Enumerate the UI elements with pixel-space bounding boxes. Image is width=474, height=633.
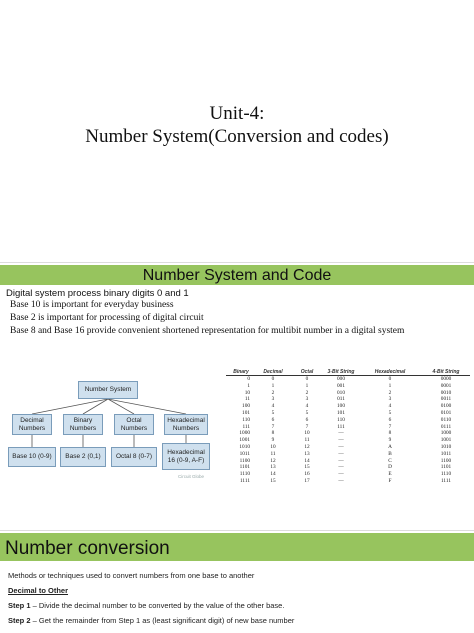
table-cell: 0101 [440,409,452,416]
step-2 [8,616,294,625]
bullet-line: Base 2 is important for processing of digital circuit [10,313,204,323]
table-cell: 2 [305,389,309,396]
col-header: Hexadecimal [358,361,422,376]
table-cell: A [388,443,392,450]
table-cell: 1010 [239,443,250,450]
table-cell: 0111 [440,423,452,430]
table-row [226,471,470,478]
table-cell: 1001 [239,437,250,444]
table-cell: 0110 [440,416,452,423]
table-cell: 1011 [440,450,452,457]
table-cell: 12 [304,443,310,450]
slide-title: Number conversion [5,538,170,559]
col-header: Octal [290,361,324,376]
table-cell: 11 [270,450,276,457]
root-box: Number System [78,381,138,399]
table-cell: 010 [337,389,345,396]
table-cell: 110 [337,416,345,423]
table-cell: E [388,471,392,478]
table-cell: 3 [305,396,309,403]
table-cell: C [388,457,392,464]
table-cell: 3 [271,396,275,403]
table-cell: 4 [271,403,275,410]
table-row [226,396,470,403]
table-cell: 5 [388,409,392,416]
table-body [226,376,470,485]
table-row [226,444,470,451]
table-cell: 1010 [440,443,452,450]
table-row [226,383,470,390]
intro-text: Methods or techniques used to convert numbers from one base to another [8,571,255,580]
table-row [226,424,470,431]
table-cell: — [338,457,344,464]
table-cell: 6 [388,416,392,423]
table-cell: 110 [242,416,250,423]
table-cell: 8 [388,430,392,437]
table-cell: 1101 [239,464,250,471]
number-conversion-slide [0,530,474,633]
title-line-1: Unit-4: [209,103,265,124]
title-bar [0,533,474,561]
title-line-2: Number System(Conversion and codes) [85,126,389,147]
table-cell: 7 [271,423,275,430]
table-cell: 0 [305,376,309,382]
table-cell: 2 [388,389,392,396]
slide-title [0,102,474,148]
table-row [226,464,470,471]
table-cell: 2 [271,389,275,396]
table-cell: 111 [337,423,345,430]
table-cell: — [338,471,344,478]
col-header: 3-Bit String [324,361,358,376]
table-cell: 1110 [239,471,250,478]
table-cell: 0011 [440,396,452,403]
type-box-binary: Binary Numbers [63,414,103,435]
table-cell: 0100 [440,403,452,410]
table-cell: 0 [271,376,275,382]
table-cell: B [388,450,392,457]
slide-title: Number System and Code [142,267,332,284]
table-cell: 0000 [440,376,452,382]
table-row [226,403,470,410]
table-cell: — [338,477,344,484]
intro-text: Digital system process binary digits 0 and 1 [6,288,189,299]
table-cell: 6 [271,416,275,423]
col-header: 4-Bit String [422,361,470,376]
table-cell: 5 [271,409,275,416]
table-row [226,417,470,424]
table-cell: 1100 [440,457,452,464]
table-cell: 9 [388,437,392,444]
table-cell: 10 [244,389,250,396]
table-cell: 1111 [440,477,451,484]
table-cell: 1011 [239,450,250,457]
table-cell: 0010 [440,389,452,396]
table-row [226,376,470,383]
table-cell: 7 [388,423,392,430]
table-cell: 1000 [440,430,452,437]
type-box-hexadecimal: Hexadecimal Numbers [164,414,208,435]
table-cell: — [338,450,344,457]
table-cell: 1111 [239,477,250,484]
table-cell: 3 [388,396,392,403]
table-cell: 5 [305,409,309,416]
table-cell: 1 [271,382,275,389]
table-cell: 1000 [239,430,250,437]
table-cell: 0 [247,376,250,382]
table-cell: 10 [304,430,310,437]
table-cell: 1 [247,382,250,389]
base-box-hexadecimal: Hexadecimal 16 (0-9, A-F) [162,443,210,470]
base-box-decimal: Base 10 (0-9) [8,447,56,467]
diagram-watermark: Circuit Globe [178,474,205,479]
table-row [226,478,470,485]
table-cell: 17 [304,477,310,484]
table-cell: 6 [305,416,309,423]
table-cell: 13 [270,464,276,471]
table-cell: 16 [304,471,310,478]
table-cell: 14 [304,457,310,464]
table-header-row [226,361,470,376]
step-1 [8,601,284,610]
table-cell: 4 [388,403,392,410]
table-cell: — [338,443,344,450]
table-cell: 111 [242,423,250,430]
table-cell: 1100 [239,457,250,464]
table-cell: 12 [270,457,276,464]
table-cell: 11 [304,437,310,444]
table-cell: 13 [304,450,310,457]
step-1-text: – Divide the decimal number to be converted by the value of the other base. [30,601,285,610]
table-cell: 10 [270,443,276,450]
table-cell: 001 [337,382,345,389]
table-cell: F [388,477,392,484]
table-row [226,451,470,458]
table-cell: — [338,437,344,444]
base-box-binary: Base 2 (0,1) [60,447,106,467]
table-cell: — [338,430,344,437]
table-cell: 11 [244,396,250,403]
table-cell: 8 [271,430,275,437]
bullet-line: Base 10 is important for everyday business [10,300,174,310]
number-conversion-table [226,361,470,485]
table-cell: 000 [337,376,345,382]
table-row [226,458,470,465]
subheading: Decimal to Other [8,586,69,595]
table-cell: 101 [242,409,250,416]
step-1-label: Step 1 [8,601,31,610]
table-row [226,437,470,444]
table-cell: 15 [270,477,276,484]
step-2-label: Step 2 [8,616,31,625]
table-cell: 101 [337,409,345,416]
table-cell: 9 [271,437,275,444]
table-row [226,430,470,437]
col-header: Binary [226,361,256,376]
number-system-slide [0,262,474,531]
table-cell: 4 [305,403,309,410]
table-cell: 0001 [440,382,452,389]
type-box-decimal: Decimal Numbers [12,414,52,435]
table-cell: 1110 [440,471,452,478]
table-row [226,390,470,397]
type-box-octal: Octal Numbers [114,414,154,435]
table-cell: 7 [305,423,309,430]
table-cell: D [388,464,392,471]
table-cell: 100 [337,403,345,410]
table-cell: 100 [242,403,250,410]
table-cell: 15 [304,464,310,471]
table-cell: 1 [388,382,392,389]
table-cell: 1001 [440,437,452,444]
bullet-line: Base 8 and Base 16 provide convenient shortened representation for multibit number in a digital system [10,326,405,336]
table-cell: 1 [305,382,309,389]
table-row [226,410,470,417]
step-2-text: – Get the remainder from Step 1 as (least significant digit) of new base number [30,616,295,625]
table-cell: 14 [270,471,276,478]
base-box-octal: Octal 8 (0-7) [111,447,157,467]
table-cell: 1101 [440,464,452,471]
title-slide [0,0,474,262]
table-cell: — [338,464,344,471]
col-header: Decimal [256,361,290,376]
table-cell: 0 [388,376,392,382]
table-cell: 011 [337,396,345,403]
